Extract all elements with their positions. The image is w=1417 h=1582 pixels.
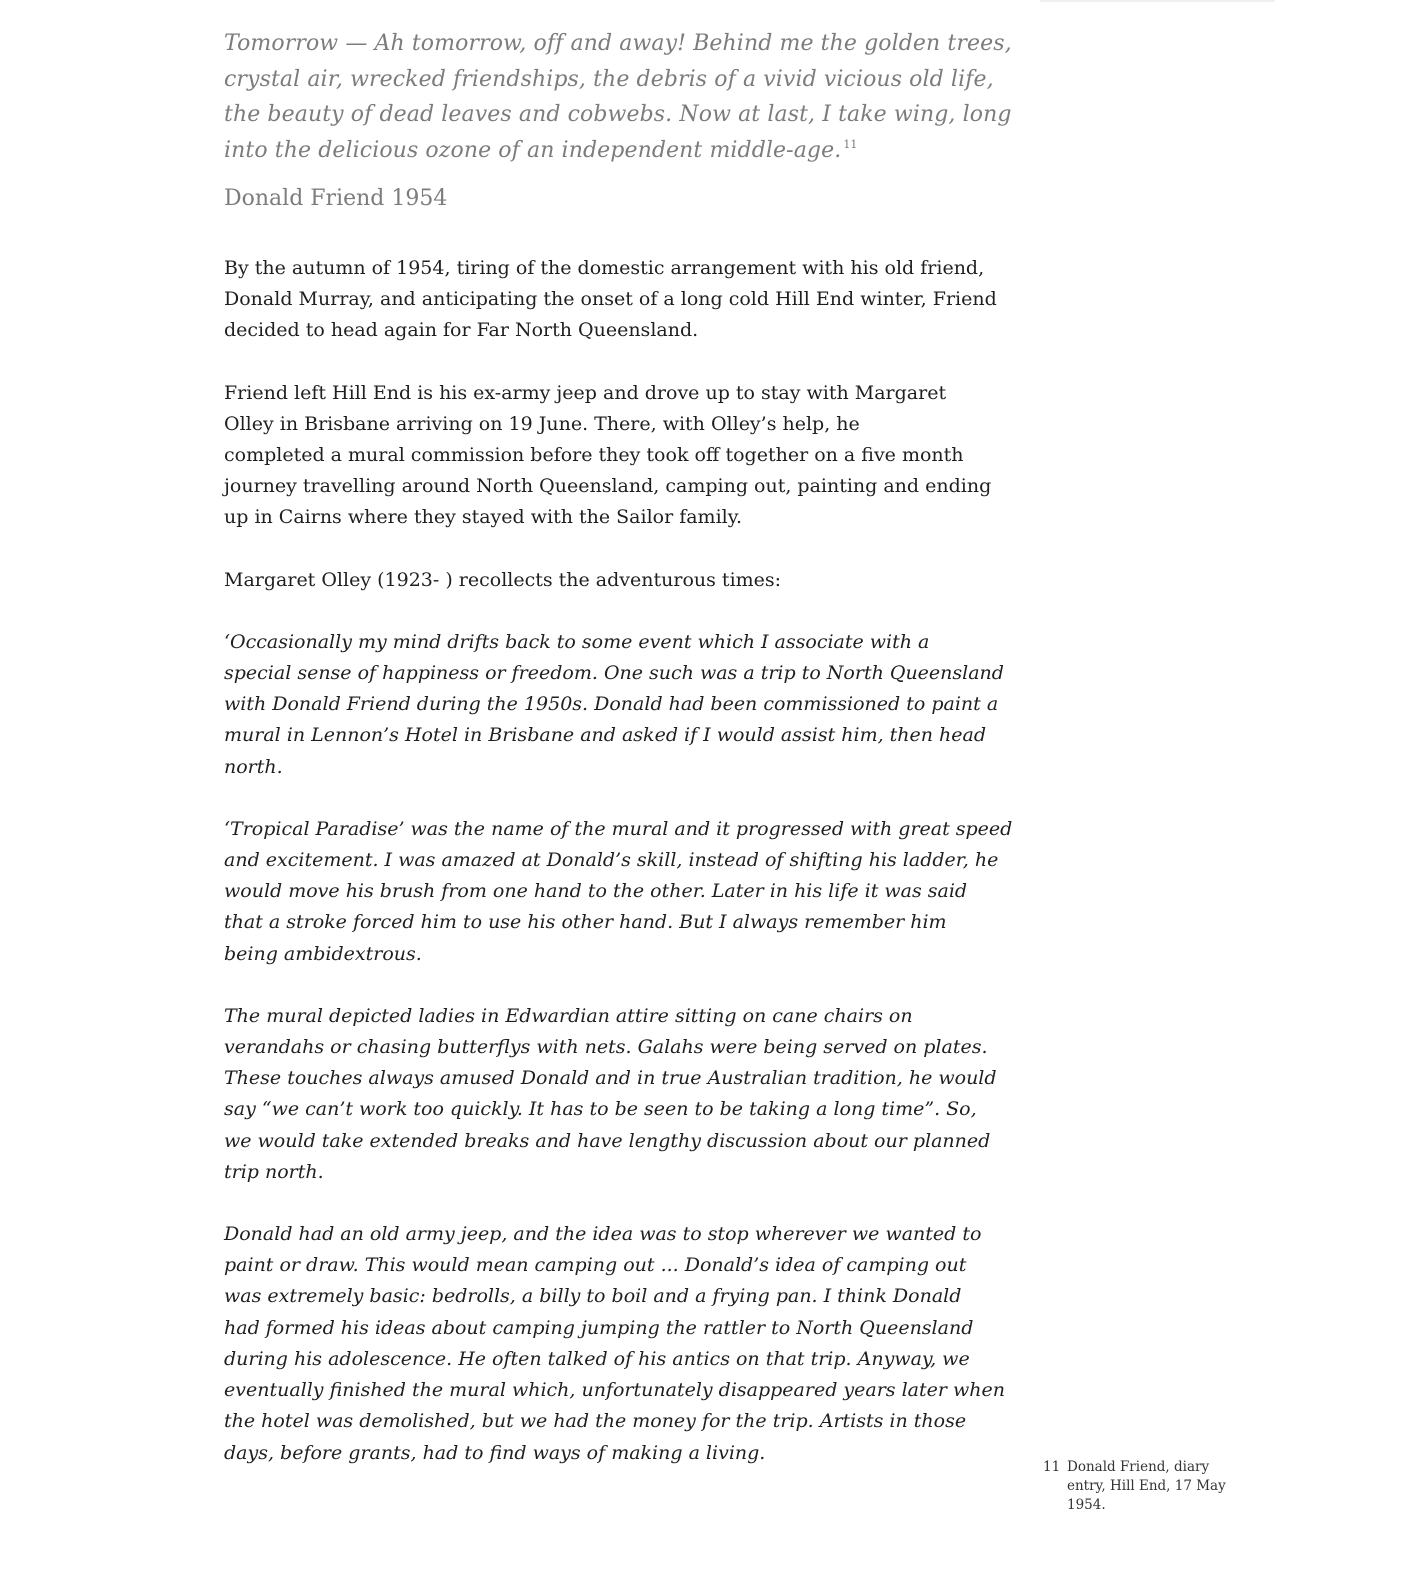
paragraph-line: completed a mural commission before they took off together on a five month	[224, 444, 964, 467]
quote-paragraph-3	[224, 1001, 1014, 1188]
paragraph-line: the hotel was demolished, but we had the money for the trip. Artists in those	[224, 1410, 967, 1433]
paragraph-line: decided to head again for Far North Queensland.	[224, 319, 699, 342]
paragraph-line: trip north.	[224, 1160, 324, 1183]
paragraph-line: mural in Lennon’s Hotel in Brisbane and asked if I would assist him, then head	[224, 724, 987, 747]
epigraph-attribution: Donald Friend 1954	[224, 186, 448, 211]
paragraph-line: Friend left Hill End is his ex-army jeep and drove up to stay with Margaret	[224, 381, 947, 404]
paragraph-line: was extremely basic: bedrolls, a billy to boil and a frying pan. I think Donald	[224, 1285, 962, 1308]
paragraph-line: ‘Occasionally my mind drifts back to some event which I associate with a	[224, 630, 930, 653]
footnote	[1043, 1458, 1273, 1515]
body-paragraph-1	[224, 253, 1014, 347]
body-paragraph-3	[224, 565, 1014, 596]
quote-paragraph-1	[224, 627, 1014, 783]
epigraph-line: the beauty of dead leaves and cobwebs. Now at last, I take wing, long	[224, 102, 1012, 127]
paragraph-line: days, before grants, had to find ways of making a living.	[224, 1441, 766, 1464]
paragraph-line: north.	[224, 755, 283, 778]
footnote-reference: 11	[843, 138, 858, 152]
paragraph-line: These touches always amused Donald and in true Australian tradition, he would	[224, 1067, 997, 1090]
paragraph-line: Margaret Olley (1923- ) recollects the adventurous times:	[224, 568, 782, 591]
epigraph-line	[224, 133, 1014, 169]
footnote-number: 11	[1043, 1459, 1061, 1475]
paragraph-line: and excitement. I was amazed at Donald’s skill, instead of shifting his ladder, he	[224, 849, 999, 872]
paragraph-line: By the autumn of 1954, tiring of the domestic arrangement with his old friend,	[224, 257, 985, 279]
footnote-line: Donald Friend, diary	[1067, 1459, 1210, 1475]
epigraph-line-text: into the delicious ozone of an independent middle-age.	[224, 137, 842, 163]
paragraph-line: verandahs or chasing butterflys with nets. Galahs were being served on plates.	[224, 1036, 988, 1059]
paragraph-line: Donald had an old army jeep, and the idea was to stop wherever we wanted to	[224, 1223, 982, 1246]
footnote-text	[1067, 1458, 1273, 1515]
paragraph-line: eventually finished the mural which, unfortunately disappeared years later when	[224, 1379, 1005, 1402]
quote-paragraph-4	[224, 1219, 1014, 1469]
paragraph-line: Donald Murray, and anticipating the onset of a long cold Hill End winter, Friend	[224, 288, 997, 311]
footnote-line: entry, Hill End, 17 May	[1067, 1478, 1226, 1494]
epigraph-line: Tomorrow — Ah tomorrow, off and away! Behind me the golden trees,	[224, 31, 1012, 56]
body-paragraph-2	[224, 378, 1014, 534]
paragraph-line: say “we can’t work too quickly. It has to be seen to be taking a long time”. So,	[224, 1098, 977, 1121]
paragraph-line: with Donald Friend during the 1950s. Donald had been commissioned to paint a	[224, 693, 999, 716]
paragraph-line: would move his brush from one hand to the other. Later in his life it was said	[224, 880, 968, 903]
paragraph-line: being ambidextrous.	[224, 942, 422, 965]
footnote-line: 1954.	[1067, 1497, 1106, 1513]
paragraph-line: special sense of happiness or freedom. One such was a trip to North Queensland	[224, 662, 1004, 685]
paragraph-line: we would take extended breaks and have lengthy discussion about our planned	[224, 1129, 991, 1152]
paragraph-line: had formed his ideas about camping jumping the rattler to North Queensland	[224, 1316, 974, 1339]
paragraph-line: journey travelling around North Queensland, camping out, painting and ending	[224, 475, 992, 498]
paragraph-line: that a stroke forced him to use his other hand. But I always remember him	[224, 911, 947, 934]
paragraph-line: up in Cairns where they stayed with the Sailor family.	[224, 506, 742, 529]
main-column	[224, 26, 1014, 1469]
top-rule	[1040, 0, 1275, 2]
epigraph-line: crystal air, wrecked friendships, the debris of a vivid vicious old life,	[224, 66, 994, 92]
paragraph-line: Olley in Brisbane arriving on 19 June. There, with Olley’s help, he	[224, 412, 860, 435]
paragraph-line: during his adolescence. He often talked of his antics on that trip. Anyway, we	[224, 1347, 970, 1370]
paragraph-line: paint or draw. This would mean camping out ... Donald’s idea of camping out	[224, 1254, 967, 1277]
paragraph-line: ‘Tropical Paradise’ was the name of the mural and it progressed with great speed	[224, 817, 1013, 840]
quote-paragraph-2	[224, 814, 1014, 970]
paragraph-line: The mural depicted ladies in Edwardian attire sitting on cane chairs on	[224, 1004, 913, 1027]
epigraph-quote	[224, 26, 1014, 168]
